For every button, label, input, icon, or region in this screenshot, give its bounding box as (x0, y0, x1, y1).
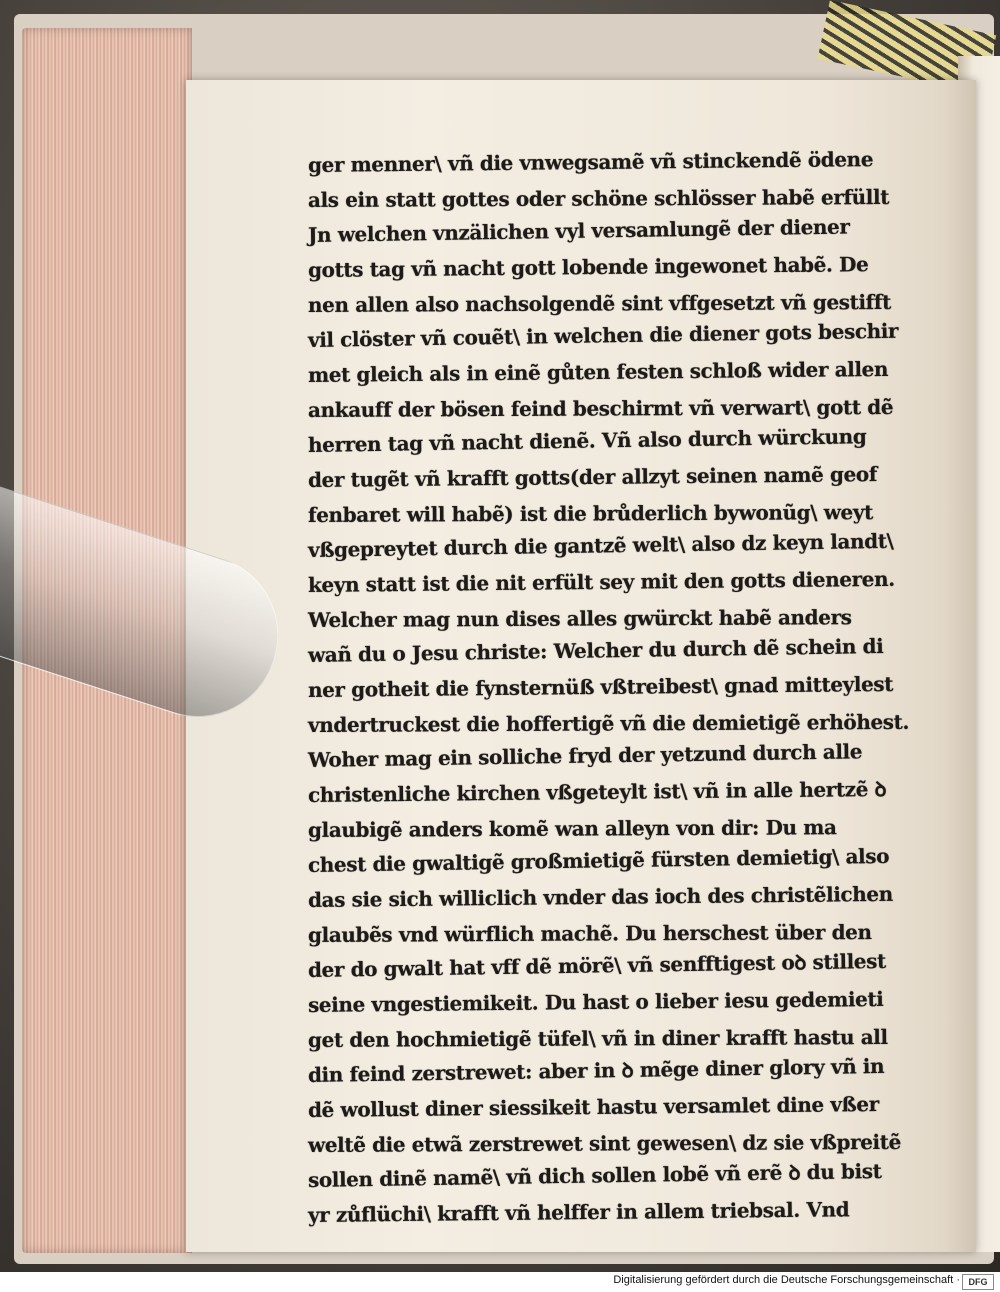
dfg-logo: DFG (962, 1274, 994, 1290)
text-line: ger menner\ vñ die vnwegsamẽ vñ stinckendẽ ödene (307, 147, 874, 177)
text-line: wañ du o Jesu christe: Welcher du durch dẽ schein di (307, 633, 884, 667)
printed-text-block (308, 148, 920, 1233)
text-line: sollen dinẽ namẽ\ vñ dich sollen lobẽ vñ erẽ ꝺ du bist (307, 1158, 882, 1192)
text-line: der tugẽt vñ krafft gotts(der allzyt seinen namẽ geof (307, 462, 878, 492)
text-line: chest die gwaltigẽ großmietigẽ fürsten demietig\ also (307, 843, 890, 877)
text-line: seine vngestiemikeit. Du hast o lieber iesu gedemieti (307, 986, 884, 1017)
text-line: glaubigẽ anders komẽ wan alleyn von dir: Du ma (307, 815, 837, 842)
text-line: vßgepreytet durch die gantzẽ welt\ also dz keyn landt\ (307, 528, 894, 562)
text-line: dẽ wollust diner siessikeit hastu versamlet dine vßer (307, 1092, 879, 1122)
text-line: vil clöster vñ couẽt\ in welchen die diener gots beschir (307, 318, 899, 352)
text-line: yr zůflüchi\ krafft vñ helffer in allem triebsal. Vnd (307, 1197, 850, 1227)
text-line: christenliche kirchen vßgeteylt ist\ vñ in alle hertzẽ ꝺ (307, 776, 887, 807)
text-line: der do gwalt hat vff dẽ mörẽ\ vñ senfftigest oꝺ stillest (307, 948, 887, 982)
text-line: ankauff der bösen feind beschirmt vñ verwart\ gott dẽ (307, 394, 894, 422)
text-line: das sie sich williclich vnder das ioch des christẽlichen (307, 881, 893, 912)
text-line: met gleich als in einẽ gůten festen schloß wider allen (307, 356, 889, 387)
text-line: keyn statt ist die nit erfült sey mit den gotts dieneren. (307, 566, 895, 597)
text-line: gotts tag vñ nacht gott lobende ingewonet habẽ. De (307, 252, 869, 282)
text-line: fenbaret will habẽ) ist die brůderlich bywonũg\ weyt (307, 500, 873, 527)
text-line: Jn welchen vnzälichen vyl versamlungẽ der diener (307, 214, 850, 247)
text-line: get den hochmietigẽ tüfel\ vñ in diner krafft hastu all (307, 1024, 888, 1052)
funding-credit: Digitalisierung gefördert durch die Deutsche Forschungsgemeinschaft · (613, 1274, 960, 1286)
text-line: glaubẽs vnd würflich machẽ. Du herschest über den (307, 920, 872, 947)
text-line: nen allen also nachsolgendẽ sint vffgesetzt vñ gestifft (307, 289, 891, 317)
text-line: Welcher mag nun dises alles gwürckt habẽ anders (307, 605, 852, 632)
text-line: vndertruckest die hoffertigẽ vñ die demietigẽ erhöhest. (307, 709, 910, 737)
text-line: Woher mag ein solliche fryd der yetzund durch alle (307, 739, 863, 772)
text-line: als ein statt gottes oder schöne schlösser habẽ erfüllt (307, 184, 890, 212)
text-line: ner gotheit die fynsternüß vßtreibest\ gnad mitteylest (307, 671, 894, 702)
text-line: herren tag vñ nacht dienẽ. Vñ also durch würckung (307, 424, 867, 457)
text-line: din feind zerstrewet: aber in ꝺ mẽge diner glory vñ in (307, 1053, 885, 1087)
text-line: weltẽ die etwã zerstrewet sint gewesen\ dz sie vßpreitẽ (307, 1129, 901, 1157)
